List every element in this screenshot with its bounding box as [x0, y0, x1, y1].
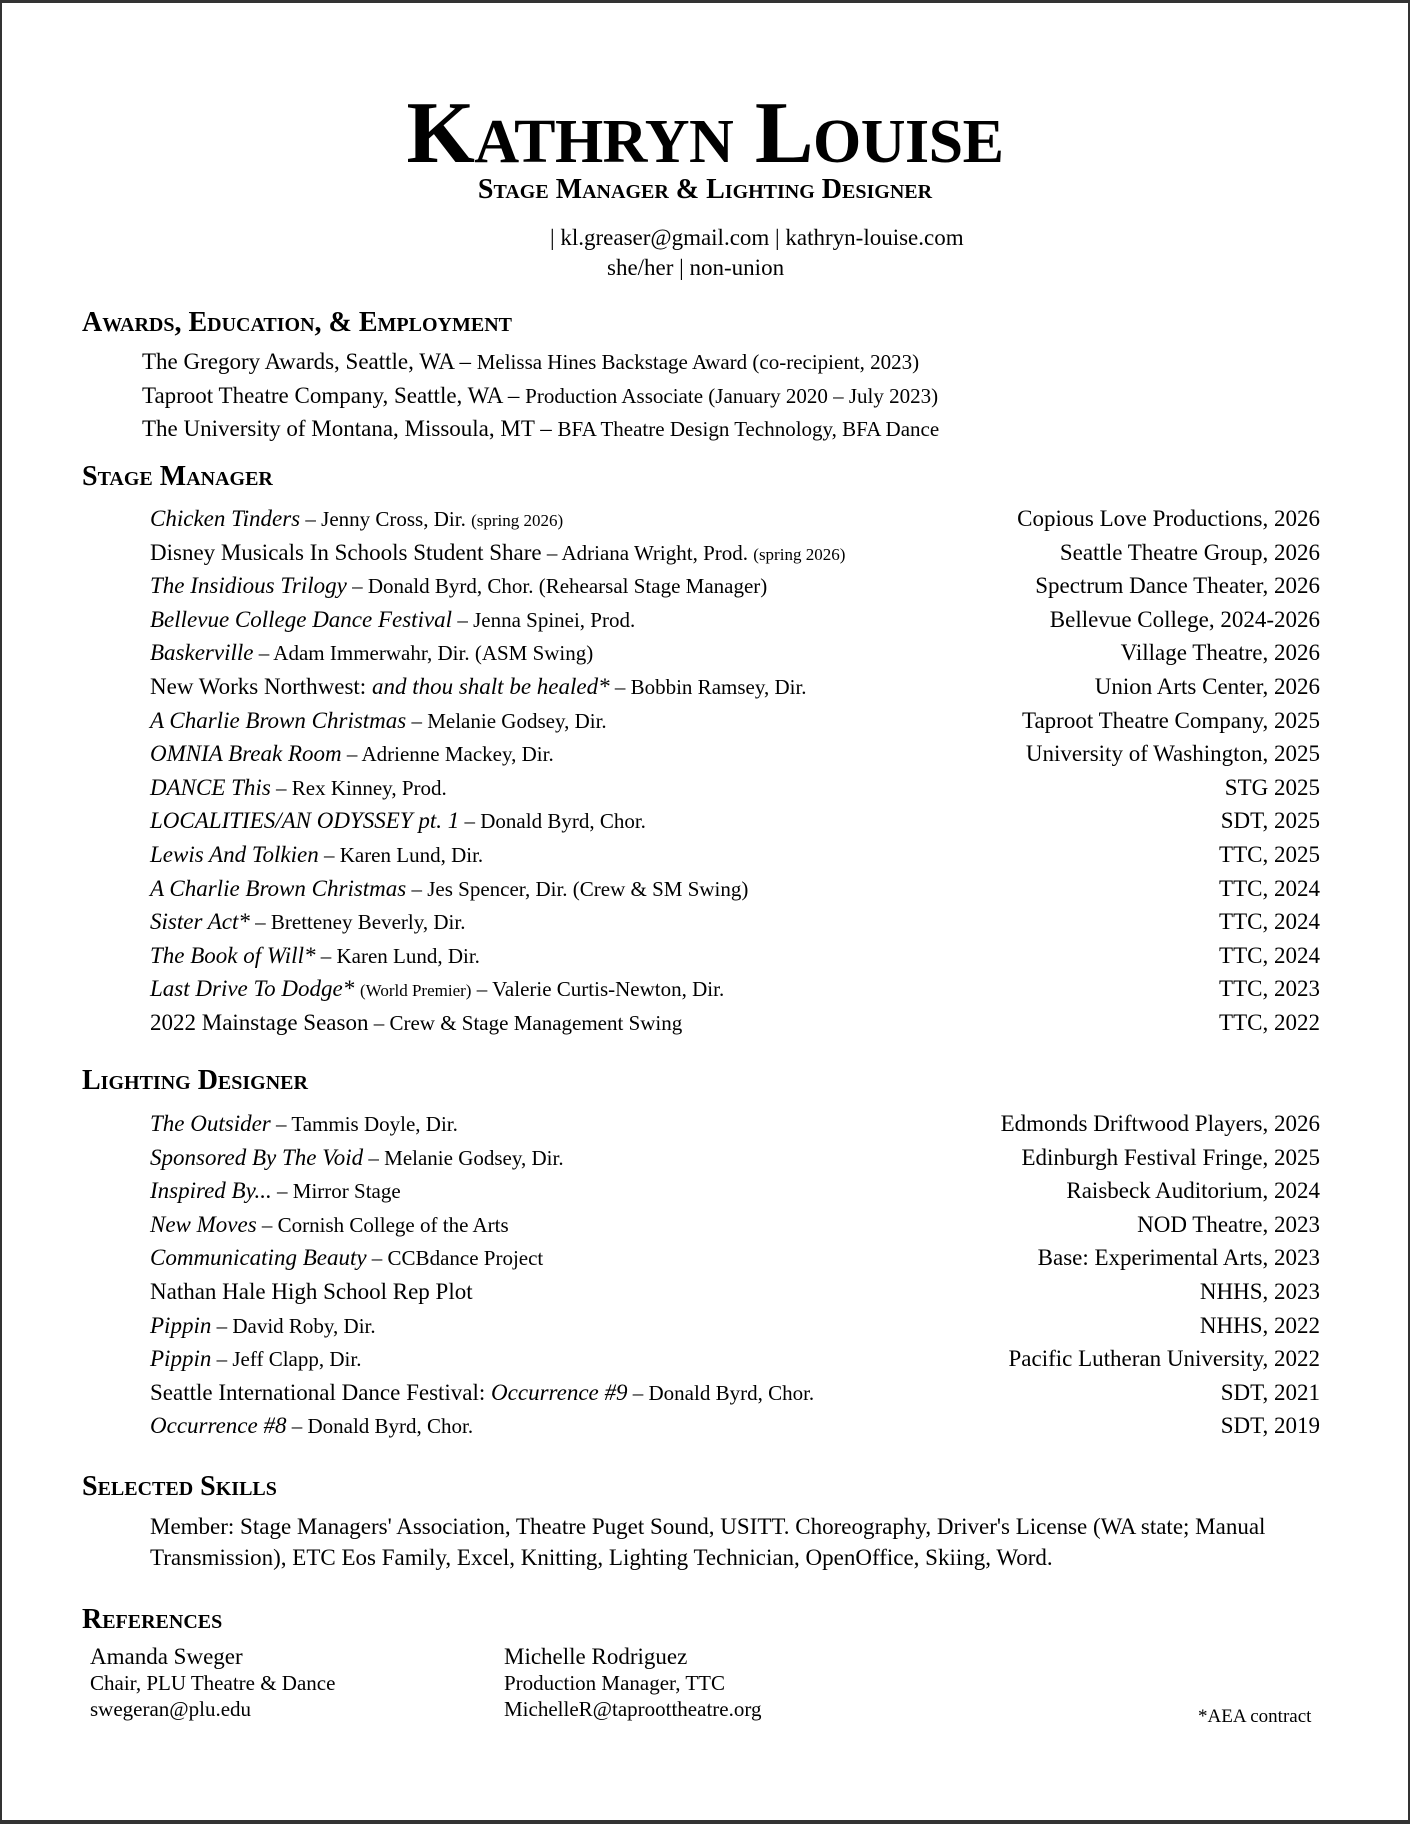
credit-row	[150, 536, 1320, 570]
production-title: A Charlie Brown Christmas	[150, 875, 407, 901]
separator: –	[453, 349, 477, 374]
section-heading-references: References	[82, 1604, 223, 1635]
credit-description	[150, 1107, 458, 1141]
production-title: Sponsored By The Void	[150, 1144, 364, 1170]
section-heading-awards: Awards, Education, & Employment	[82, 307, 512, 338]
credit-prefix: Nathan Hale High School Rep Plot	[150, 1278, 473, 1304]
credit-detail: – Bretteney Beverly, Dir.	[249, 910, 466, 935]
venue-year: SDT, 2019	[1220, 1413, 1320, 1439]
credit-description	[150, 502, 563, 537]
credit-note: (spring 2026)	[753, 544, 846, 564]
credit-detail: – Donald Byrd, Chor. (Rehearsal Stage Manager)	[346, 574, 768, 599]
production-title: Inspired By...	[150, 1178, 272, 1204]
credit-detail: – Jes Spencer, Dir. (Crew & SM Swing)	[406, 876, 749, 901]
credit-detail: – Melanie Godsey, Dir.	[363, 1145, 564, 1170]
credit-prefix: Disney Musicals In Schools Student Share	[150, 539, 542, 565]
awards-item-detail: Production Associate (January 2020 – July 2023)	[525, 383, 939, 408]
awards-item-detail: Melissa Hines Backstage Award (co-recipient, 2023)	[476, 350, 920, 374]
venue-year: Bellevue College, 2024-2026	[1049, 606, 1320, 632]
credit-row	[150, 1174, 1320, 1208]
production-title: Pippin	[150, 1312, 212, 1338]
credit-prefix: New Works Northwest:	[150, 673, 372, 699]
awards-list	[142, 345, 939, 446]
venue-year: Raisbeck Auditorium, 2024	[1066, 1178, 1320, 1204]
separator: –	[534, 416, 558, 441]
credit-row	[150, 872, 1320, 906]
venue-year: NOD Theatre, 2023	[1137, 1211, 1320, 1237]
credit-row	[150, 905, 1320, 939]
credit-description	[150, 1376, 814, 1410]
production-title: Bellevue College Dance Festival	[150, 606, 453, 632]
credit-description	[150, 737, 554, 771]
venue-year: TTC, 2022	[1219, 1009, 1320, 1035]
production-title: OMNIA Break Room	[150, 741, 342, 767]
reference-role: Production Manager, TTC	[504, 1671, 725, 1695]
credit-description	[150, 704, 607, 738]
credit-row	[150, 972, 1320, 1006]
credit-row	[150, 1107, 1320, 1141]
credit-description	[150, 771, 447, 805]
credit-row	[150, 603, 1320, 637]
venue-year: Edmonds Driftwood Players, 2026	[1000, 1111, 1320, 1136]
credit-description	[150, 1208, 509, 1242]
credit-detail: – Adriana Wright, Prod.	[541, 540, 754, 565]
credit-detail: – Jenny Cross, Dir.	[300, 507, 472, 531]
production-title: Last Drive To Dodge*	[150, 976, 355, 1002]
venue-year: SDT, 2021	[1220, 1379, 1320, 1405]
credit-description	[150, 1241, 543, 1275]
awards-item	[142, 379, 939, 413]
credit-detail: – Jenna Spinei, Prod.	[452, 607, 636, 632]
credit-detail: – Crew & Stage Management Swing	[368, 1010, 683, 1035]
stage-manager-list	[150, 502, 1320, 1040]
production-title: Chicken Tinders	[150, 506, 301, 531]
venue-year: SDT, 2025	[1220, 808, 1320, 834]
credit-row	[150, 502, 1320, 536]
credit-row	[150, 804, 1320, 838]
credit-description	[150, 1174, 401, 1208]
credit-detail: – Rex Kinney, Prod.	[270, 775, 447, 800]
credit-description	[150, 569, 767, 603]
reference-name: Amanda Sweger	[90, 1644, 243, 1669]
production-title: The Outsider	[150, 1111, 271, 1136]
awards-item-main: The Gregory Awards, Seattle, WA	[142, 349, 454, 374]
credit-description	[150, 905, 465, 939]
credit-detail: – Adrienne Mackey, Dir.	[341, 742, 554, 767]
credit-detail: – Bobbin Ramsey, Dir.	[609, 674, 807, 699]
awards-item	[142, 345, 939, 379]
contact-line: | kl.greaser@gmail.com | kathryn-louise.com	[550, 225, 964, 250]
credit-description	[150, 804, 646, 838]
credit-detail: – Donald Byrd, Chor.	[627, 1380, 815, 1405]
credit-description	[150, 1309, 376, 1343]
skills-text: Member: Stage Managers' Association, Theatre Puget Sound, USITT. Choreography, Driver's License (WA state; Manual Transmission), ETC Eos Family, Excel, Knitting, Lighting Technician, OpenOffice, Skiing, Word.	[150, 1514, 1266, 1570]
credit-row	[150, 569, 1320, 603]
section-heading-skills: Selected Skills	[82, 1471, 277, 1502]
venue-year: STG 2025	[1224, 774, 1320, 800]
awards-item-detail: BFA Theatre Design Technology, BFA Dance	[557, 417, 940, 441]
aea-footnote: *AEA contract	[1198, 1706, 1312, 1727]
credit-description	[150, 1409, 473, 1443]
credit-row	[150, 1342, 1320, 1376]
venue-year: Seattle Theatre Group, 2026	[1059, 539, 1320, 565]
venue-year: Spectrum Dance Theater, 2026	[1035, 573, 1320, 599]
separator: –	[502, 382, 526, 408]
credit-row	[150, 704, 1320, 738]
venue-year: Village Theatre, 2026	[1120, 640, 1320, 666]
credit-detail: – Karen Lund, Dir.	[315, 943, 480, 968]
credit-row	[150, 1309, 1320, 1343]
production-title: DANCE This	[150, 774, 271, 800]
credit-row	[150, 737, 1320, 771]
credit-detail: – Valerie Curtis-Newton, Dir.	[471, 977, 725, 1002]
credit-description	[150, 603, 635, 637]
reference-email[interactable]: swegeran@plu.edu	[90, 1697, 252, 1721]
credit-description	[150, 1006, 682, 1040]
venue-year: Copious Love Productions, 2026	[1017, 506, 1320, 531]
credit-row	[150, 1006, 1320, 1040]
credit-description	[150, 636, 593, 670]
venue-year: TTC, 2024	[1219, 875, 1320, 901]
credit-description	[150, 536, 845, 571]
credit-prefix: 2022 Mainstage Season	[150, 1009, 369, 1035]
credit-description	[150, 972, 724, 1007]
venue-year: NHHS, 2022	[1199, 1312, 1320, 1338]
credit-note: (World Premier)	[360, 981, 472, 1001]
awards-item-main: Taproot Theatre Company, Seattle, WA	[142, 382, 503, 408]
production-title: Occurrence #8	[150, 1413, 287, 1439]
credit-detail: – Karen Lund, Dir.	[318, 842, 484, 867]
credit-description	[150, 1141, 564, 1175]
production-title: A Charlie Brown Christmas	[150, 707, 407, 733]
venue-year: Taproot Theatre Company, 2025	[1022, 707, 1320, 733]
resume-title: Stage Manager & Lighting Designer	[477, 174, 933, 205]
resume-name: Kathryn Louise	[406, 85, 1004, 182]
venue-year: Pacific Lutheran University, 2022	[1008, 1346, 1320, 1372]
credit-detail: – Melanie Godsey, Dir.	[406, 708, 607, 733]
section-heading-stage-manager: Stage Manager	[82, 461, 273, 492]
credit-row	[150, 1376, 1320, 1410]
venue-year: TTC, 2023	[1219, 976, 1320, 1002]
resume-page	[2, 3, 1408, 1820]
credit-row	[150, 1409, 1320, 1443]
credit-detail: – Mirror Stage	[271, 1179, 401, 1204]
credit-row	[150, 1241, 1320, 1275]
reference-role: Chair, PLU Theatre & Dance	[90, 1671, 336, 1695]
awards-item-main: The University of Montana, Missoula, MT	[142, 416, 535, 441]
venue-year: TTC, 2024	[1219, 909, 1320, 935]
venue-year: Edinburgh Festival Fringe, 2025	[1021, 1144, 1320, 1170]
credit-detail: – Tammis Doyle, Dir.	[270, 1112, 458, 1136]
credit-detail: – David Roby, Dir.	[211, 1313, 376, 1338]
reference-entry	[504, 1643, 761, 1722]
production-title: Communicating Beauty	[150, 1245, 367, 1271]
production-title: The Insidious Trilogy	[150, 573, 347, 599]
venue-year: TTC, 2024	[1219, 942, 1320, 968]
production-title: LOCALITIES/AN ODYSSEY pt. 1	[150, 808, 460, 834]
credit-prefix: Seattle International Dance Festival:	[150, 1379, 492, 1405]
credit-description	[150, 1275, 473, 1308]
awards-item	[142, 412, 939, 446]
production-title: Baskerville	[150, 640, 254, 666]
credit-description	[150, 838, 483, 872]
production-title: Occurrence #9	[491, 1379, 628, 1405]
credit-row	[150, 670, 1320, 704]
venue-year: NHHS, 2023	[1199, 1278, 1320, 1304]
credit-note: (spring 2026)	[471, 511, 564, 530]
credit-detail: – CCBdance Project	[366, 1246, 544, 1271]
credit-description	[150, 1342, 361, 1376]
credit-row	[150, 636, 1320, 670]
section-heading-lighting-designer: Lighting Designer	[82, 1065, 308, 1096]
production-title: The Book of Will*	[150, 942, 316, 968]
credit-detail: – Cornish College of the Arts	[256, 1212, 509, 1237]
credit-detail: – Donald Byrd, Chor.	[459, 809, 646, 834]
production-title: Pippin	[150, 1346, 212, 1372]
credit-detail: – Donald Byrd, Chor.	[286, 1414, 474, 1439]
credit-description	[150, 670, 807, 704]
credit-row	[150, 1275, 1320, 1309]
venue-year: Union Arts Center, 2026	[1094, 673, 1320, 699]
reference-name: Michelle Rodriguez	[504, 1644, 688, 1669]
credit-description	[150, 872, 748, 906]
credit-row	[150, 1141, 1320, 1175]
production-title: Sister Act*	[150, 909, 250, 935]
reference-entry	[90, 1643, 335, 1722]
venue-year: University of Washington, 2025	[1025, 741, 1320, 767]
credit-row	[150, 771, 1320, 805]
credit-detail: – Adam Immerwahr, Dir. (ASM Swing)	[253, 641, 594, 666]
credit-row	[150, 838, 1320, 872]
credit-row	[150, 1208, 1320, 1242]
production-title: New Moves	[150, 1211, 257, 1237]
pronouns-line: she/her | non-union	[607, 255, 785, 280]
credit-row	[150, 939, 1320, 973]
reference-email[interactable]: MichelleR@taproottheatre.org	[504, 1697, 762, 1721]
credit-description	[150, 939, 480, 973]
venue-year: TTC, 2025	[1219, 841, 1320, 867]
venue-year: Base: Experimental Arts, 2023	[1037, 1245, 1320, 1271]
production-title: and thou shalt be healed*	[371, 673, 610, 699]
credit-detail: – Jeff Clapp, Dir.	[211, 1347, 362, 1372]
lighting-designer-list	[150, 1107, 1320, 1443]
production-title: Lewis And Tolkien	[150, 841, 319, 867]
